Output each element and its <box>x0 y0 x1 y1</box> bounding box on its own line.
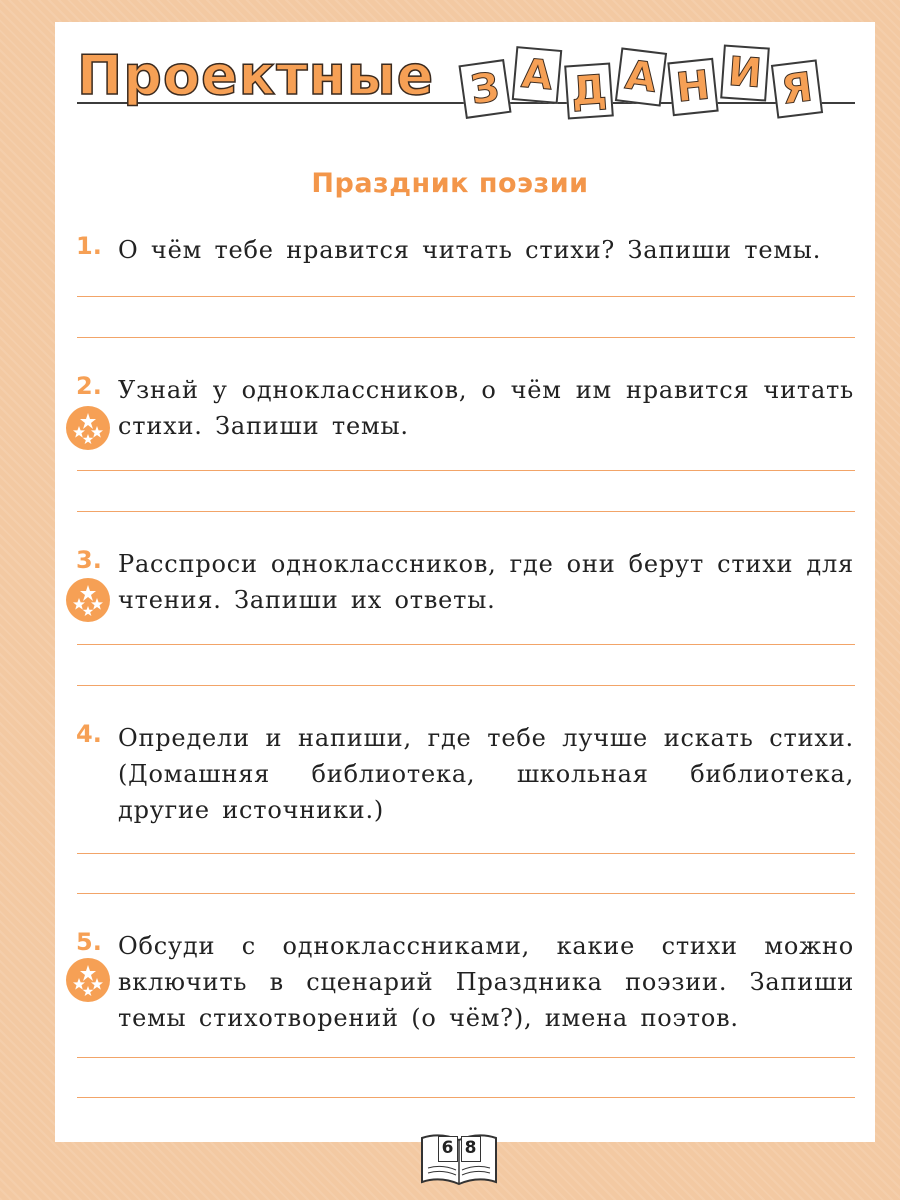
title-letter-tile: А <box>615 47 667 106</box>
task-number: 1. <box>76 232 102 260</box>
answer-line[interactable] <box>77 296 855 297</box>
section-title: Праздник поэзии <box>311 168 589 199</box>
task-number: 2. <box>76 372 102 400</box>
stars-badge-icon <box>66 578 110 622</box>
answer-line[interactable] <box>77 893 855 894</box>
page-title: Проектные <box>77 44 435 107</box>
task-number: 4. <box>76 720 102 748</box>
answer-line[interactable] <box>77 1097 855 1098</box>
answer-line[interactable] <box>77 470 855 471</box>
title-letter-tile: З <box>458 59 511 119</box>
task-number: 5. <box>76 928 102 956</box>
answer-line[interactable] <box>77 511 855 512</box>
title-letter-tile: Д <box>564 62 614 119</box>
task-text: Узнай у одноклассников, о чём им нравится читать стихи. Запиши темы. <box>118 376 854 440</box>
title-letter-tile: А <box>512 46 563 104</box>
task-text: О чём тебе нравится читать стихи? Запиши темы. <box>118 236 822 264</box>
stars-badge-icon <box>66 958 110 1002</box>
title-letter-tile: Я <box>771 59 823 118</box>
answer-line[interactable] <box>77 685 855 686</box>
task-text: Определи и напиши, где тебе лучше искать стихи. (Домашняя библиотека, школьная библиотека, другие источники.) <box>118 724 854 824</box>
answer-line[interactable] <box>77 853 855 854</box>
title-letter-tiles <box>0 0 900 140</box>
task-text: Обсуди с одноклассниками, какие стихи можно включить в сценарий Праздника поэзии. Запиши темы стихотворений (о чём?), имена поэтов. <box>118 932 854 1032</box>
answer-line[interactable] <box>77 644 855 645</box>
task-number: 3. <box>76 546 102 574</box>
task-text: Расспроси одноклассников, где они берут стихи для чтения. Запиши их ответы. <box>118 550 854 614</box>
title-letter-tile: Н <box>667 58 718 117</box>
page-number-digits <box>436 1136 482 1162</box>
page-number <box>418 1130 500 1192</box>
stars-badge-icon <box>66 406 110 450</box>
title-letter-tile: И <box>720 44 770 101</box>
page-number-digit: 6 <box>438 1136 458 1162</box>
page-number-digit: 8 <box>461 1136 481 1162</box>
answer-line[interactable] <box>77 1057 855 1058</box>
answer-line[interactable] <box>77 337 855 338</box>
